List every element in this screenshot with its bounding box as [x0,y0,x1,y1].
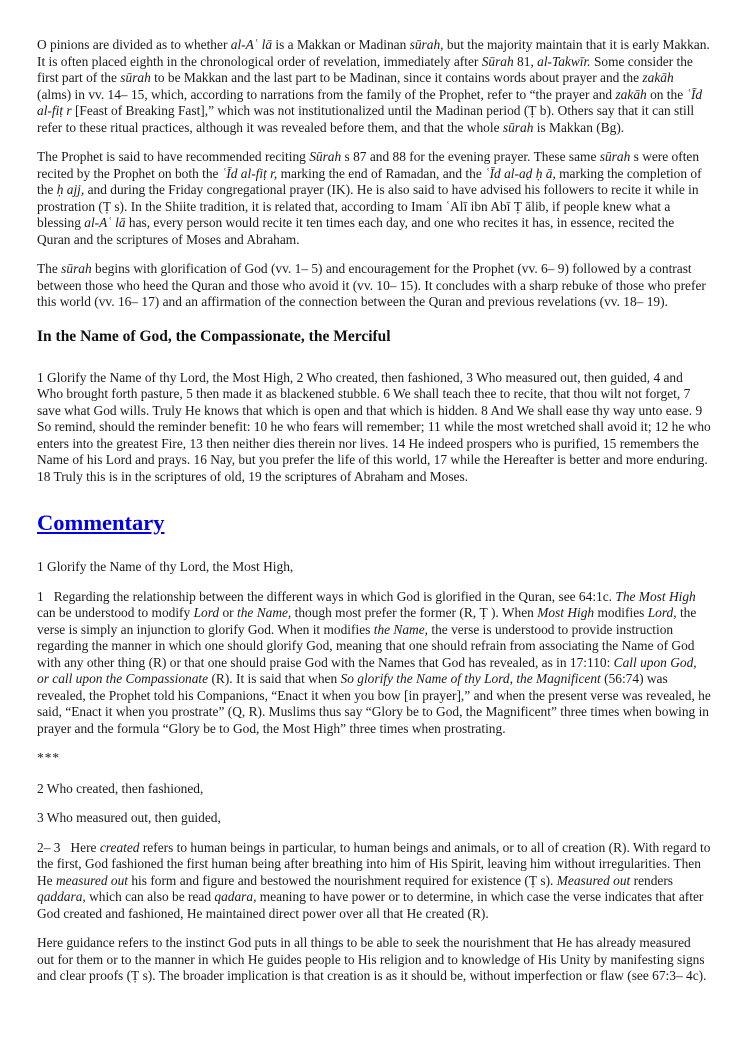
text-run: 81, [513,53,538,69]
text-run: [Feast of Breaking Fast],” which was not institutionalized until the Madinan period (Ṭ b). Others say that it can still refer to these ritual practices, although it was revealed before them, and that the whole [37,103,695,135]
text-run: modifies [594,605,648,620]
text-run: begins with glorification of God (vv. 1– 5) and encouragement for the Prophet (vv. 6– 9) followed by a contrast between those who heed the Quran and those who avoid it (vv. 10– 15). It concludes with a sharp rebuke of those who prefer this world (vv. 16– 17) and an affirmation of the connection between the Quran and previous revelations (vv. 18– 19). [37,261,706,309]
text-run: to be Makkan and the last part to be Madinan, since it contains words about prayer and the [150,70,643,85]
italic-run: The Most High [615,588,696,604]
italic-run: qaddara, [37,889,86,904]
commentary-paragraph-verse-1 [37,589,711,738]
text-run: Here guidance refers to the instinct God puts in all things to be able to seek the nourishment that He has already measured out for them or to the manner in which He guides people to His religion and to knowledge of His Unity by manifesting signs and clear proofs (Ṭ s). The broader implication is that creation is as it should be, without imperfection or flaw (see 67:3– 4c). [37,935,707,983]
italic-run: sūrah [599,149,631,164]
italic-run: sūrah [502,119,534,135]
text-run: 3 Who measured out, then guided, [37,810,221,825]
commentary-lemma-verse-3 [37,810,711,827]
italic-run: ʿĪd al-fiṭ r, [221,165,278,181]
italic-run: Call upon God, or call upon the Compassionate [37,654,697,686]
italic-run: Measured out [556,872,631,888]
intro-paragraph-2 [37,149,711,248]
text-run: on the [646,86,687,102]
text-run: meaning to have power or to determine, in which case the verse indicates that after God created and fashioned, He maintained direct power over all that He created (R). [37,889,704,921]
commentary-lemma-verse-1 [37,559,711,576]
commentary-paragraph-guidance [37,935,711,985]
text-run: 1 Regarding the relationship between the different ways in which God is glorified in the Quran, see 64:1c. [37,588,616,604]
translation-text [37,370,711,486]
text-run: (R). It is said that when [208,671,341,686]
text-run: O pinions are divided as to whether [37,37,231,52]
italic-run: created [99,839,140,855]
text-run: 1 Glorify the Name of thy Lord, the Most High, [37,559,294,574]
commentary-heading-link[interactable]: Commentary [37,510,165,535]
italic-run: sūrah, [409,37,444,52]
italic-run: Most High [537,605,595,620]
italic-run: al-Aʿ lā [230,37,273,52]
text-run: s were often recited by the Prophet on both the [37,149,700,181]
text-run: *** [37,750,61,765]
text-run: renders [630,872,674,888]
italic-run: al-Takwīr. [537,53,591,69]
bismillah-heading: In the Name of God, the Compassionate, the Merciful [37,327,391,345]
text-run: (56:74) was revealed, the Prophet told his Companions, “Enact it when you bow [in prayer],” and when the present verse was revealed, he said, “Enact it when you prostrate” (Q, R). Muslims thus say “Glory be to God, the Magnificent” three times when bowing in prayer and the formula “Glory be to God, the Most High” three times when prostrating. [37,671,711,736]
italic-run: al-Aʿ lā [84,215,126,230]
text-run: but the majority maintain that it is early Makkan. It is often placed eighth in the chronological order of revelation, immediately after [37,37,710,69]
intro-section [37,37,711,311]
italic-run: measured out [55,872,128,888]
commentary-lemma-verse-2 [37,781,711,798]
text-run: is Makkan (Bg). [533,119,625,135]
italic-run: zakāh [615,86,647,102]
italic-run: Sūrah [481,53,514,69]
text-run: and during the Friday congregational prayer (IK). He is also said to have advised his followers to recite it while in prostration (Ṭ s). In the Shiite tradition, it is related that, according to Imam ʿAlī ibn Abī Ṭ ālib, if people knew what a blessing [37,182,699,230]
commentary-heading [37,510,711,536]
text-run: refers to human beings in particular, to human beings and animals, or to all of creation (R). With regard to the first, God fashioned the first human being after breathing into him of His Spirit, leaving him without irregularities. Then He [37,839,711,888]
italic-run: ḥ ajj, [56,182,85,197]
italic-run: sūrah [120,70,151,85]
italic-run: Magnificent [536,671,601,686]
italic-run: the Name, [236,605,292,620]
section-separator [37,750,711,767]
intro-paragraph-3 [37,261,711,311]
text-run: The Prophet is said to have recommended reciting [37,149,310,164]
italic-run: ʿĪd al-fiṭ r [37,86,703,118]
intro-paragraph-1 [37,37,711,136]
text-run: marking the completion of the [37,165,702,197]
text-run: his form and figure and bestowed the nourishment required for existence (Ṭ s). [128,872,557,888]
text-run: can be understood to modify [37,605,194,620]
text-run: Some consider the first part of the [37,53,693,85]
text-run: 2– 3 Here [37,839,100,855]
italic-run: zakāh [642,70,674,85]
italic-run: Sūrah [309,149,342,164]
text-run: the verse is understood to provide instruction regarding the manner in which one should glorify God, meaning that one should refrain from associating the Name of God with any other thing (R) or that one should praise God with the Names that God has revealed, as in 17:110: [37,621,695,670]
italic-run: qadara, [214,889,257,904]
text-run: the verse is simply an injunction to glorify God. When it modifies [37,605,697,637]
italic-run: Lord, [647,605,677,620]
italic-run: the Name, [373,621,429,637]
text-run: 2 Who created, then fashioned, [37,780,204,796]
italic-run: sūrah [61,261,92,276]
text-run: (alms) in vv. 14– 15, which, according to narrations from the family of the Prophet, refer to “the prayer and [37,86,616,102]
text-run: has, every person would recite it ten times each day, and one who recites it has, in essence, recited the Quran and the scriptures of Moses and Abraham. [37,215,675,247]
text-run: or [219,605,237,620]
text-run: s 87 and 88 for the evening prayer. These same [341,149,600,164]
commentary-section [37,559,711,985]
text-run: though most prefer the former (R, Ṭ ). When [291,605,538,620]
commentary-paragraph-verses-2-3 [37,840,711,923]
text-run: marking the end of Ramadan, and the [277,165,486,181]
italic-run: So glorify the Name of thy Lord, the [340,671,533,686]
text-run: The [37,261,62,276]
text-run: is a Makkan or Madinan [272,37,410,52]
text-run: which can also be read [85,889,215,904]
italic-run: ʿĪd al-aḍ ḥ ā, [485,165,556,181]
italic-run: Lord [193,605,220,620]
text-run: 1 Glorify the Name of thy Lord, the Most High, 2 Who created, then fashioned, 3 Who measured out, then guided, 4 and Who brought forth pasture, 5 then made it as blackened stubble. 6 We shall teach thee to recite, that thou wilt not forget, 7 save what God wills. Truly He knows that which is open and that which is hidden. 8 And We shall ease thy way unto ease. 9 So remind, should the reminder benefit: 10 he who fears will remember; 11 while the most wretched shall avoid it; 12 he who enters into the greatest Fire, 13 then neither dies therein nor lives. 14 He indeed prospers who is purified, 15 remembers the Name of his Lord and prays. 16 Nay, but you prefer the life of this world, 17 while the Hereafter is better and more enduring. 18 Truly this is in the scriptures of old, 19 the scriptures of Abraham and Moses. [37,369,711,484]
